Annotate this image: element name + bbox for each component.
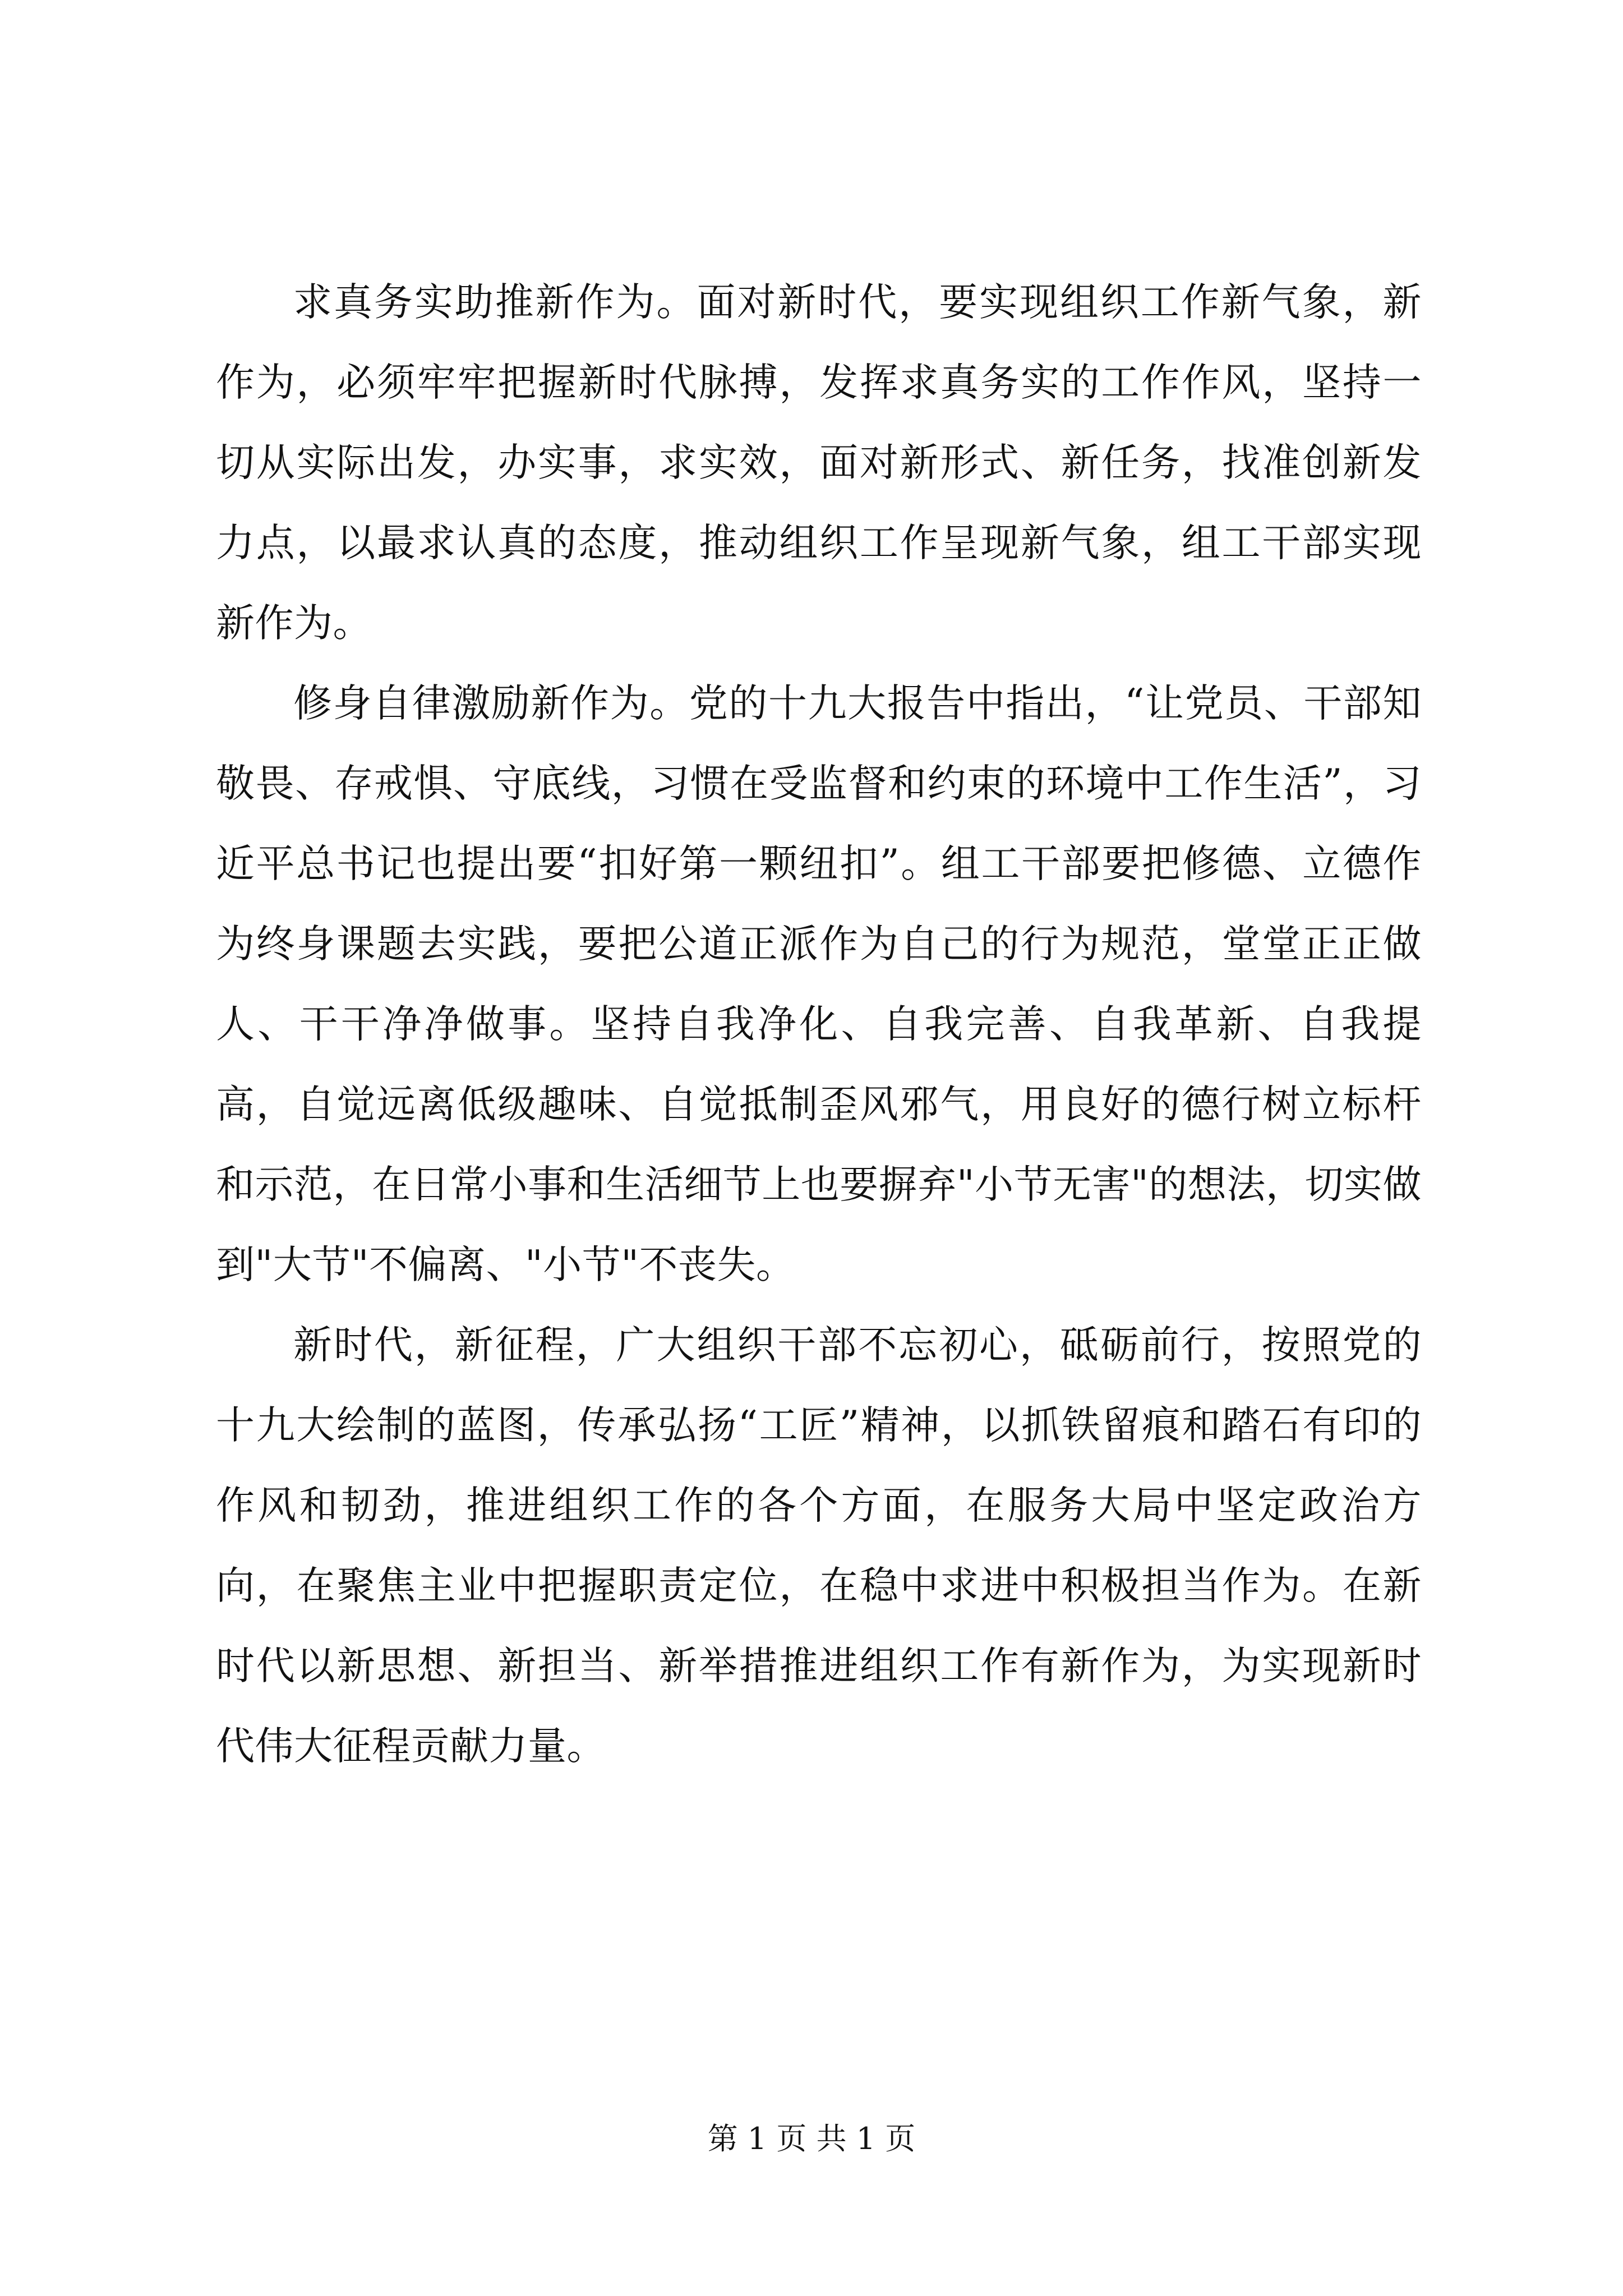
paragraph-1: 求真务实助推新作为。面对新时代，要实现组织工作新气象，新作为，必须牢牢把握新时代脉搏，发挥求真务实的工作作风，坚持一切从实际出发，办实事，求实效，面对新形式、新任务，找准创新发力点，以最求认真的态度，推动组织工作呈现新气象，组工干部实现新作为。	[216, 280, 1422, 646]
document-body	[216, 263, 1422, 1787]
page-footer: 第 1 页 共 1 页	[707, 2121, 916, 2156]
paragraph-2: 修身自律激励新作为。党的十九大报告中指出，“让党员、干部知敬畏、存戒惧、守底线，习惯在受监督和约束的环境中工作生活”，习近平总书记也提出要“扣好第一颗纽扣”。组工干部要把修德、立德作为终身课题去实践，要把公道正派作为自己的行为规范，堂堂正正做人、干干净净做事。坚持自我净化、自我完善、自我革新、自我提高，自觉远离低级趣味、自觉抵制歪风邪气，用良好的德行树立标杆和示范，在日常小事和生活细节上也要摒弃"小节无害"的想法，切实做到"大节"不偏离、"小节"不丧失。	[216, 681, 1422, 1287]
paragraph-3: 新时代，新征程，广大组织干部不忘初心，砥砺前行，按照党的十九大绘制的蓝图，传承弘扬“工匠”精神，以抓铁留痕和踏石有印的作风和韧劲，推进组织工作的各个方面，在服务大局中坚定政治方向，在聚焦主业中把握职责定位，在稳中求进中积极担当作为。在新时代以新思想、新担当、新举措推进组织工作有新作为，为实现新时代伟大征程贡献力量。	[216, 1323, 1422, 1769]
